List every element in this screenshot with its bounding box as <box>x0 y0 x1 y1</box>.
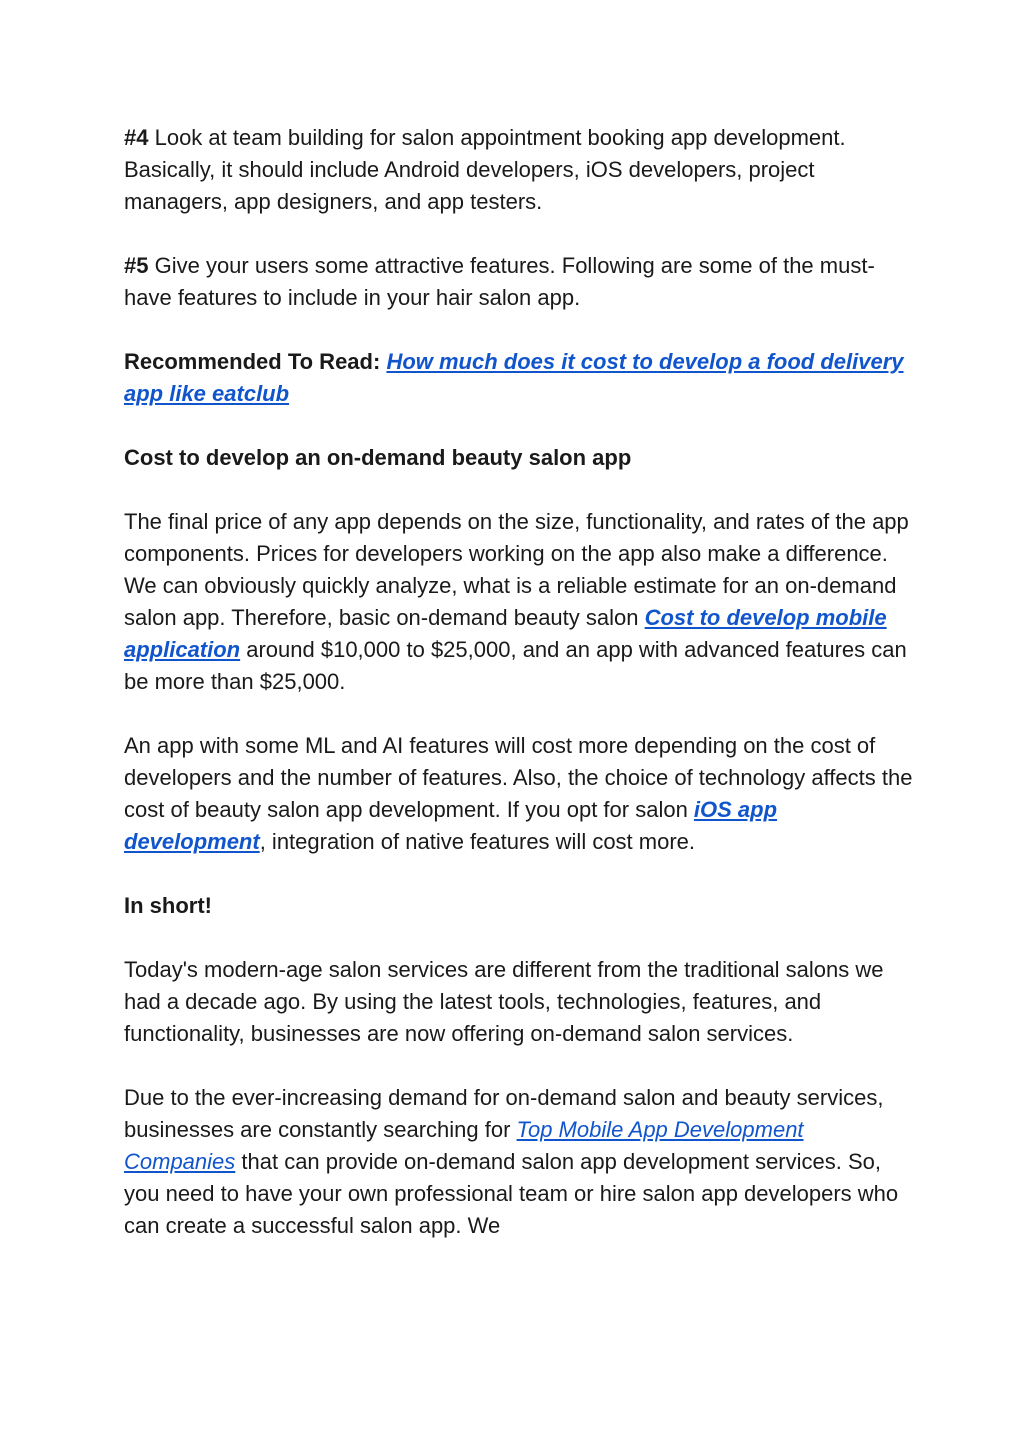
heading-in-short: In short! <box>124 893 212 918</box>
paragraph-text: Look at team building for salon appointment booking app development. Basically, it should include Android developers, iOS developers, project managers, app designers, and app testers. <box>124 125 846 214</box>
paragraph-price <box>124 506 914 698</box>
recommended-link[interactable]: How much does it cost to develop a food delivery app like eatclub <box>124 349 904 406</box>
recommended-to-read <box>124 346 914 410</box>
paragraph-text: An app with some ML and AI features will cost more depending on the cost of developers and the number of features. Also, the choice of technology affects the cost of beauty salon app development. If you opt for salon <box>124 733 913 822</box>
paragraph-team-building <box>124 122 914 218</box>
paragraph-features <box>124 250 914 314</box>
paragraph-text: around $10,000 to $25,000, and an app with advanced features can be more than $25,000. <box>124 637 907 694</box>
top-mobile-app-companies-link[interactable]: Top Mobile App Development Companies <box>124 1117 804 1174</box>
paragraph-text: The final price of any app depends on the size, functionality, and rates of the app components. Prices for developers working on the app also make a difference. We can obviously quickly analyze, what is a reliable estimate for an on-demand salon app. Therefore, basic on-demand beauty salon <box>124 509 909 630</box>
ios-app-development-link[interactable]: iOS app development <box>124 797 778 854</box>
cost-mobile-app-link[interactable]: Cost to develop mobile application <box>124 605 887 662</box>
recommended-label: Recommended To Read: <box>124 349 381 374</box>
step-number: #4 <box>124 125 149 150</box>
paragraph-text: that can provide on-demand salon app development services. So, you need to have your own professional team or hire salon app developers who can create a successful salon app. We <box>124 1149 899 1238</box>
document-page <box>124 122 914 1274</box>
paragraph-ml-ai <box>124 730 914 858</box>
heading-cost: Cost to develop an on-demand beauty salon app <box>124 445 632 470</box>
step-number: #5 <box>124 253 149 278</box>
paragraph-text: Give your users some attractive features. Following are some of the must-have features to include in your hair salon app. <box>124 253 875 310</box>
paragraph-text: , integration of native features will cost more. <box>259 829 696 854</box>
paragraph-due <box>124 1082 914 1242</box>
paragraph-today: Today's modern-age salon services are different from the traditional salons we had a decade ago. By using the latest tools, technologies, features, and functionality, businesses are now offering on-demand salon services. <box>124 957 884 1046</box>
paragraph-text: Due to the ever-increasing demand for on-demand salon and beauty services, businesses are constantly searching for <box>124 1085 884 1142</box>
